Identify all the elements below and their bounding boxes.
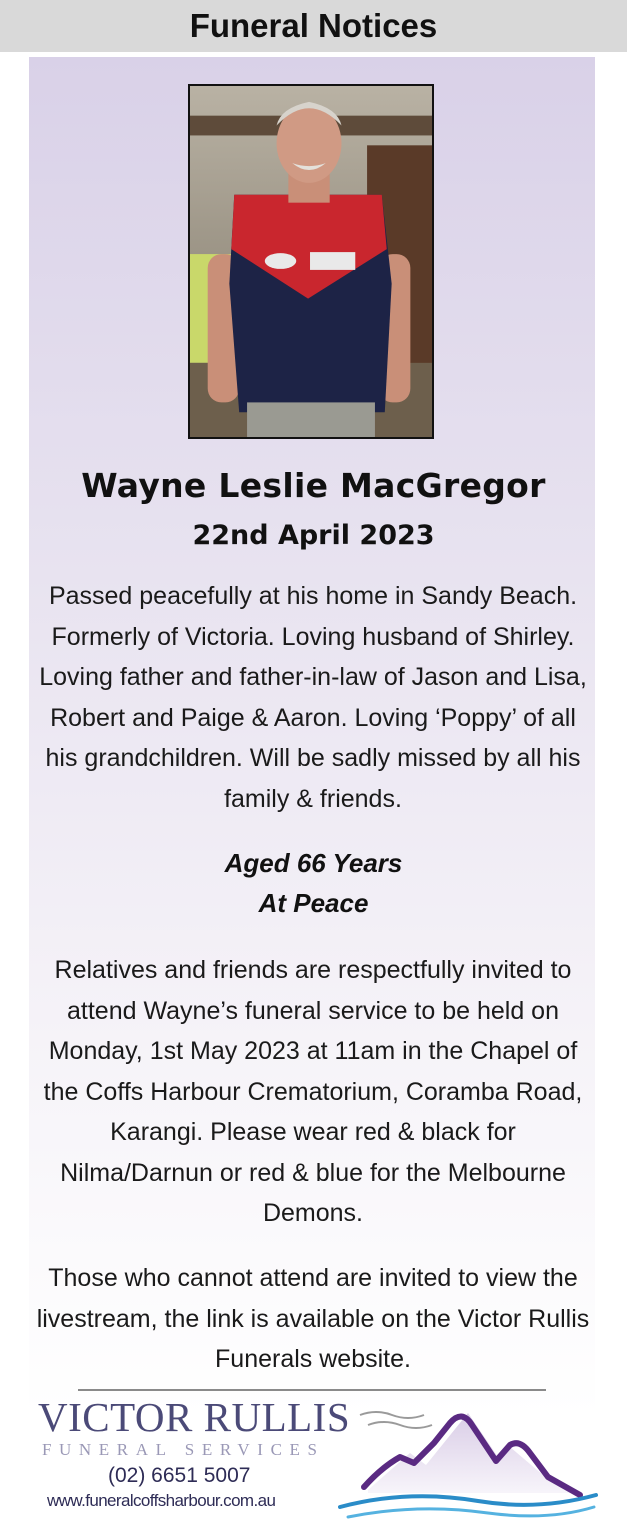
brand-phone: (02) 6651 5007 bbox=[108, 1464, 251, 1487]
deceased-name: Wayne Leslie MacGregor bbox=[81, 466, 546, 505]
brand-subtitle: FUNERAL SERVICES bbox=[42, 1440, 325, 1459]
aged-block bbox=[0, 843, 627, 923]
aged-line: Aged 66 Years bbox=[224, 848, 403, 878]
header-band bbox=[0, 0, 627, 52]
portrait-photo bbox=[188, 84, 434, 439]
notice-paragraph-3: Those who cannot attend are invited to view the livestream, the link is available on the Victor Rullis Funerals website. bbox=[36, 1264, 590, 1373]
portrait-image bbox=[190, 86, 432, 437]
brand-website[interactable]: www.funeralcoffsharbour.com.au bbox=[47, 1491, 276, 1510]
notice-paragraph-1: Passed peacefully at his home in Sandy Beach. Formerly of Victoria. Loving husband of Shirley. Loving father and father-in-law of Jason and Lisa, Robert and Paige & Aaron. Loving ‘Poppy’ of all his grandchildren. Will be sadly missed by all his family & friends. bbox=[39, 582, 587, 813]
death-date: 22nd April 2023 bbox=[192, 520, 435, 551]
mountain-logo-icon bbox=[338, 1395, 600, 1525]
notice-paragraph-2: Relatives and friends are respectfully invited to attend Wayne’s funeral service to be held on Monday, 1st May 2023 at 11am in the Chapel of the Coffs Harbour Crematorium, Coramba Road, Karangi. Please wear red & black for Nilma/Darnun or red & blue for the Melbourne Demons. bbox=[43, 956, 583, 1227]
footer-divider bbox=[78, 1389, 546, 1391]
page-title: Funeral Notices bbox=[189, 7, 438, 44]
brand-name: VICTOR RULLIS bbox=[38, 1394, 351, 1440]
at-peace-line: At Peace bbox=[258, 888, 369, 918]
